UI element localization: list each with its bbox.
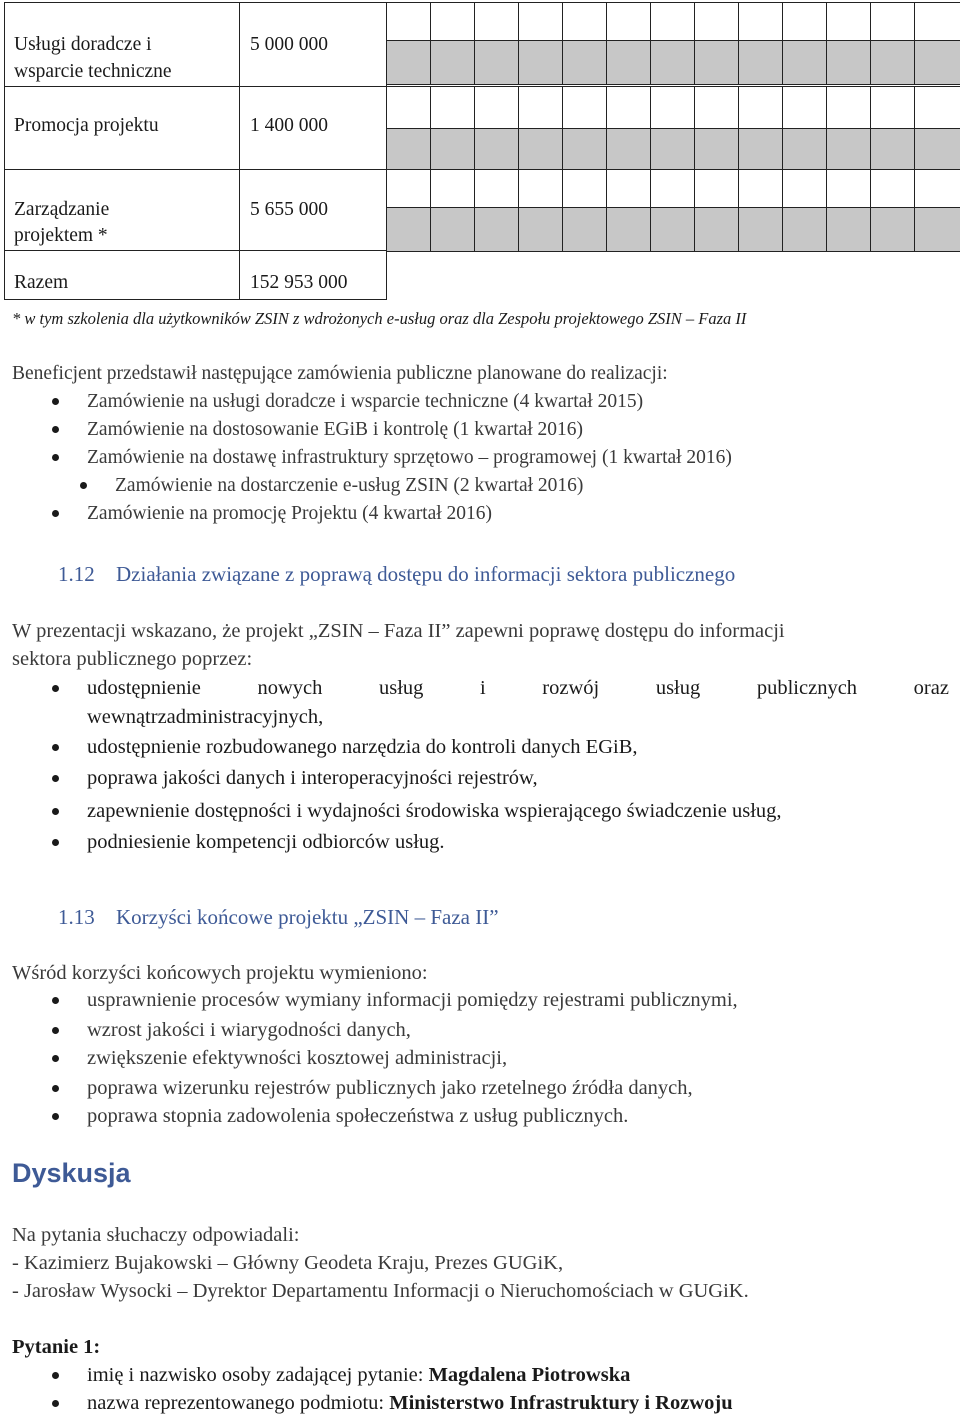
section-number: 1.13 (58, 905, 95, 929)
list-item: udostępnienie rozbudowanego narzędzia do kontroli danych EGiB, (87, 736, 638, 758)
timeline-cell (694, 169, 739, 208)
timeline-cell-filled (738, 40, 783, 85)
timeline-cell (518, 86, 563, 129)
timeline-cell (914, 169, 960, 208)
timeline-cell (826, 169, 871, 208)
section-title: Działania związane z poprawą dostępu do informacji sektora publicznego (116, 562, 736, 586)
timeline-cell (650, 169, 695, 208)
row-label: Usługi doradcze i (14, 34, 152, 55)
timeline-cell (386, 2, 431, 41)
bullet-icon (80, 482, 87, 489)
paragraph-line: sektora publicznego poprzez: (12, 648, 253, 670)
bullet-icon (52, 1085, 59, 1092)
timeline-cell-filled (430, 40, 475, 85)
procurement-intro: Beneficjent przedstawił następujące zamówienia publiczne planowane do realizacji: (12, 363, 668, 384)
timeline-cell-filled (914, 40, 960, 85)
bullet-icon (52, 426, 59, 433)
bullet-icon (52, 1113, 59, 1120)
timeline-cell-filled (826, 207, 871, 252)
list-item: podniesienie kompetencji odbiorców usług. (87, 831, 445, 853)
timeline-cell-filled (782, 207, 827, 252)
list-item: Zamówienie na dostarczenie e-usług ZSIN (2 kwartał 2016) (115, 475, 584, 496)
table-footnote: * w tym szkolenia dla użytkowników ZSIN z wdrożonych e-usług oraz dla Zespołu projektowego ZSIN – Faza II (12, 309, 747, 328)
timeline-cell-filled (650, 40, 695, 85)
bullet-icon (52, 1400, 59, 1407)
list-item: poprawa wizerunku rejestrów publicznych jako rzetelnego źródła danych, (87, 1077, 693, 1099)
section-number: 1.12 (58, 562, 95, 586)
section-intro: Wśród korzyści końcowych projektu wymieniono: (12, 962, 428, 984)
timeline-cell (738, 86, 783, 129)
timeline-cell (562, 2, 607, 41)
timeline-cell-filled (386, 207, 431, 252)
timeline-cell-filled (518, 128, 563, 171)
timeline-cell (738, 169, 783, 208)
bullet-icon (52, 510, 59, 517)
list-item: zapewnienie dostępności i wydajności środowiska wspierającego świadczenie usług, (87, 800, 782, 822)
timeline-cell (474, 169, 519, 208)
bullet-icon (52, 398, 59, 405)
timeline-cell (474, 86, 519, 129)
timeline-cell (518, 169, 563, 208)
timeline-cell-filled (738, 128, 783, 171)
timeline-cell-filled (870, 128, 915, 171)
timeline-cell (914, 2, 960, 41)
row-value: 152 953 000 (250, 272, 348, 293)
row-label: Zarządzanie (14, 199, 110, 220)
timeline-cell (430, 169, 475, 208)
timeline-cell-filled (914, 207, 960, 252)
timeline-cell-filled (386, 128, 431, 171)
timeline-cell-filled (430, 207, 475, 252)
discussion-intro: Na pytania słuchaczy odpowiadali: (12, 1224, 300, 1246)
question-detail-label: imię i nazwisko osoby zadającej pytanie: (87, 1364, 429, 1386)
timeline-cell-filled (518, 40, 563, 85)
gantt-grid (386, 2, 960, 252)
bullet-icon (52, 775, 59, 782)
row-label: Promocja projektu (14, 115, 159, 136)
timeline-cell (826, 2, 871, 41)
timeline-cell-filled (562, 207, 607, 252)
timeline-cell (562, 86, 607, 129)
bullet-icon (52, 744, 59, 751)
timeline-cell-filled (914, 128, 960, 171)
timeline-cell (386, 169, 431, 208)
list-item: usprawnienie procesów wymiany informacji pomiędzy rejestrami publicznymi, (87, 989, 738, 1011)
timeline-cell-filled (826, 128, 871, 171)
row-value: 5 655 000 (250, 199, 328, 220)
list-item: Zamówienie na usługi doradcze i wsparcie techniczne (4 kwartał 2015) (87, 391, 644, 412)
bullet-icon (52, 1372, 59, 1379)
timeline-cell-filled (562, 40, 607, 85)
timeline-cell-filled (782, 40, 827, 85)
list-item: Zamówienie na promocję Projektu (4 kwartał 2016) (87, 503, 493, 524)
timeline-cell-filled (474, 207, 519, 252)
timeline-cell-filled (606, 128, 651, 171)
timeline-cell (914, 86, 960, 129)
bullet-icon (52, 997, 59, 1004)
timeline-cell (606, 169, 651, 208)
list-item-continuation: wewnątrzadministracyjnych, (87, 706, 324, 728)
timeline-cell (606, 2, 651, 41)
timeline-cell (738, 2, 783, 41)
question-detail-value: Ministerstwo Infrastruktury i Rozwoju (389, 1392, 733, 1414)
timeline-cell-filled (870, 207, 915, 252)
timeline-cell (694, 2, 739, 41)
timeline-cell (782, 86, 827, 129)
question-detail (87, 1389, 733, 1417)
bullet-icon (52, 1027, 59, 1034)
question-detail-label: nazwa reprezentowanego podmiotu: (87, 1392, 390, 1414)
timeline-cell-filled (738, 207, 783, 252)
discussion-heading: Dyskusja (12, 1158, 131, 1188)
respondent-line: - Jarosław Wysocki – Dyrektor Departamentu Informacji o Nieruchomościach w GUGiK. (12, 1280, 749, 1302)
row-value: 5 000 000 (250, 34, 328, 55)
justified-word: oraz (913, 677, 949, 699)
justified-word: usług (655, 677, 701, 699)
bullet-icon (52, 454, 59, 461)
justified-word: publicznych (756, 677, 858, 699)
timeline-cell-filled (430, 128, 475, 171)
list-item: poprawa jakości danych i interoperacyjności rejestrów, (87, 767, 538, 789)
timeline-cell (430, 2, 475, 41)
justified-word: udostępnienie (87, 677, 201, 699)
list-item: Zamówienie na dostawę infrastruktury sprzętowo – programowej (1 kwartał 2016) (87, 447, 732, 468)
timeline-cell-filled (562, 128, 607, 171)
list-item-justified (87, 674, 949, 702)
timeline-cell (606, 86, 651, 129)
timeline-cell (870, 86, 915, 129)
timeline-cell (870, 169, 915, 208)
list-item: poprawa stopnia zadowolenia społeczeństwa z usług publicznych. (87, 1105, 629, 1127)
question-heading: Pytanie 1: (12, 1336, 101, 1358)
timeline-cell (650, 86, 695, 129)
timeline-cell (386, 86, 431, 129)
bullet-icon (52, 808, 59, 815)
timeline-cell-filled (694, 128, 739, 171)
paragraph-line: W prezentacji wskazano, że projekt „ZSIN – Faza II” zapewni poprawę dostępu do informacji (12, 620, 785, 642)
justified-word: rozwój (542, 677, 600, 699)
row-label: wsparcie techniczne (14, 61, 172, 82)
timeline-cell (474, 2, 519, 41)
timeline-cell (518, 2, 563, 41)
timeline-cell-filled (518, 207, 563, 252)
timeline-cell (694, 86, 739, 129)
timeline-cell-filled (474, 128, 519, 171)
timeline-cell (430, 86, 475, 129)
respondent-line: - Kazimierz Bujakowski – Główny Geodeta Kraju, Prezes GUGiK, (12, 1252, 564, 1274)
timeline-cell (562, 169, 607, 208)
timeline-cell-filled (870, 40, 915, 85)
timeline-cell-filled (650, 207, 695, 252)
timeline-cell (870, 2, 915, 41)
bullet-icon (52, 1055, 59, 1062)
timeline-cell-filled (474, 40, 519, 85)
timeline-cell-filled (782, 128, 827, 171)
list-item: wzrost jakości i wiarygodności danych, (87, 1019, 411, 1041)
question-detail-value: Magdalena Piotrowska (428, 1364, 631, 1386)
timeline-cell-filled (650, 128, 695, 171)
timeline-cell-filled (694, 40, 739, 85)
row-value: 1 400 000 (250, 115, 328, 136)
justified-word: nowych (257, 677, 323, 699)
row-label: Razem (14, 272, 69, 293)
timeline-cell-filled (826, 40, 871, 85)
bullet-icon (52, 685, 59, 692)
timeline-cell (782, 2, 827, 41)
justified-word: usług (378, 677, 424, 699)
list-item: Zamówienie na dostosowanie EGiB i kontrolę (1 kwartał 2016) (87, 419, 584, 440)
timeline-cell-filled (386, 40, 431, 85)
timeline-cell-filled (606, 207, 651, 252)
question-detail (87, 1361, 630, 1389)
section-title: Korzyści końcowe projektu „ZSIN – Faza II” (116, 905, 499, 929)
timeline-cell-filled (694, 207, 739, 252)
list-item: zwiększenie efektywności kosztowej administracji, (87, 1047, 508, 1069)
justified-word: i (480, 677, 486, 699)
timeline-cell (826, 86, 871, 129)
timeline-cell (650, 2, 695, 41)
timeline-cell-filled (606, 40, 651, 85)
timeline-cell (782, 169, 827, 208)
bullet-icon (52, 839, 59, 846)
row-label: projektem * (14, 225, 108, 246)
